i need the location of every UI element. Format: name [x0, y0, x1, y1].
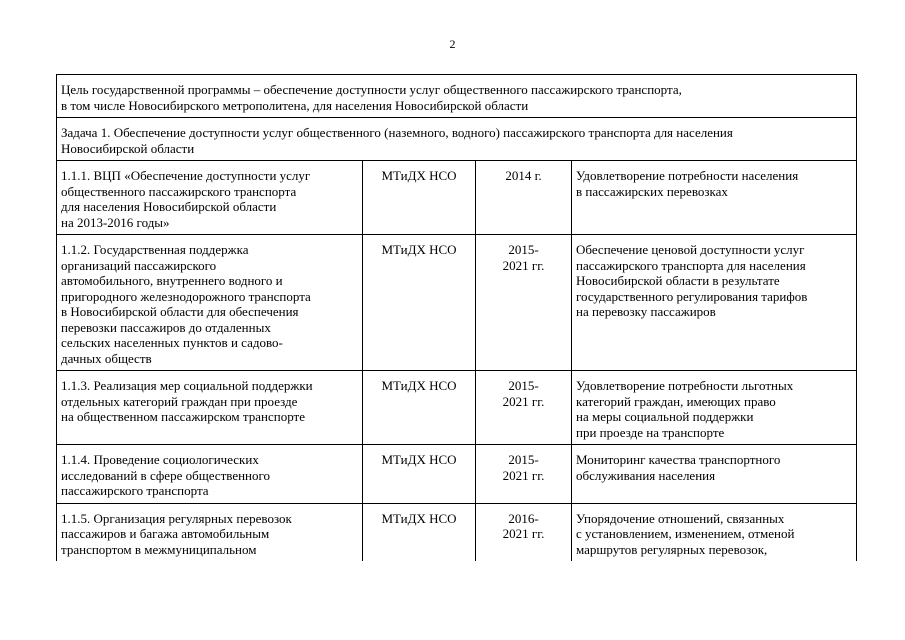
result-cell-line: при проезде на транспорте: [576, 424, 725, 440]
period-cell: [476, 503, 572, 561]
result-cell-line: маршрутов регулярных перевозок,: [576, 541, 768, 557]
task-row: [57, 118, 857, 161]
result-cell-line: государственного регулирования тарифов: [576, 288, 808, 304]
result-cell-line: категорий граждан, имеющих право: [576, 393, 776, 409]
period-cell: [476, 445, 572, 504]
executor-cell: МТиДХ НСО: [363, 445, 476, 504]
program-table-body: [57, 75, 857, 562]
measure-cell-line: на 2013-2016 годы»: [61, 214, 170, 230]
measure-cell: [57, 503, 363, 561]
executor-cell: МТиДХ НСО: [363, 161, 476, 235]
table-row: [57, 371, 857, 445]
measure-cell-line: перевозки пассажиров до отдаленных: [61, 319, 271, 335]
table-row: [57, 445, 857, 504]
period-cell: [476, 161, 572, 235]
task-line: Задача 1. Обеспечение доступности услуг общественного (наземного, водного) пассажирского транспорта для населения: [61, 125, 733, 140]
result-cell-line: на перевозку пассажиров: [576, 304, 716, 319]
result-cell-line: Удовлетворение потребности льготных: [576, 378, 794, 393]
measure-cell-line: 1.1.1. ВЦП «Обеспечение доступности услуг: [61, 168, 311, 183]
result-cell: [572, 371, 857, 445]
result-cell: [572, 503, 857, 561]
measure-cell-line: в Новосибирской области для обеспечения: [61, 304, 299, 319]
table-row: [57, 503, 857, 561]
period-cell-line: 2021 гг.: [502, 393, 545, 409]
measure-cell: [57, 445, 363, 504]
period-cell-line: 2021 гг.: [502, 526, 545, 541]
executor-cell: МТиДХ НСО: [363, 503, 476, 561]
result-cell: [572, 445, 857, 504]
period-cell: [476, 235, 572, 371]
measure-cell-line: пассажирского транспорта: [61, 483, 209, 498]
measure-cell-line: сельских населенных пунктов и садово-: [61, 335, 283, 350]
measure-cell: [57, 161, 363, 235]
result-cell-line: в пассажирских перевозках: [576, 183, 728, 199]
period-cell-line: 2016-: [508, 510, 539, 526]
measure-cell: [57, 235, 363, 371]
result-cell-line: пассажирского транспорта для населения: [576, 257, 806, 273]
period-cell-line: 2015-: [508, 378, 539, 393]
measure-cell-line: на общественном пассажирском транспорте: [61, 409, 305, 424]
result-cell-line: Мониторинг качества транспортного: [576, 452, 781, 467]
measure-cell-line: исследований в сфере общественного: [61, 467, 271, 483]
period-cell-line: 2015-: [508, 242, 539, 257]
measure-cell-line: автомобильного, внутреннего водного и: [61, 273, 283, 288]
measure-cell-line: общественного пассажирского транспорта: [61, 183, 297, 199]
measure-cell: [57, 371, 363, 445]
result-cell: [572, 161, 857, 235]
table-row: [57, 161, 857, 235]
measure-cell-line: для населения Новосибирской области: [61, 199, 277, 214]
executor-cell: МТиДХ НСО: [363, 371, 476, 445]
executor-cell: МТиДХ НСО: [363, 235, 476, 371]
task-cell: [57, 118, 857, 161]
result-cell-line: на меры социальной поддержки: [576, 409, 754, 424]
result-cell-line: Упорядочение отношений, связанных: [576, 510, 785, 526]
period-cell-line: 2015-: [508, 452, 539, 467]
table-row: [57, 235, 857, 371]
result-cell-line: с установлением, изменением, отменой: [576, 526, 795, 541]
goal-cell: [57, 75, 857, 118]
measure-cell-line: пассажиров и багажа автомобильным: [61, 526, 270, 541]
task-line: Новосибирской области: [61, 140, 195, 156]
result-cell-line: Новосибирской области в результате: [576, 273, 780, 288]
result-cell-line: обслуживания населения: [576, 467, 716, 483]
page-number: 2: [449, 37, 456, 51]
result-cell: [572, 235, 857, 371]
measure-cell-line: 1.1.2. Государственная поддержка: [61, 242, 249, 257]
measure-cell-line: пригородного железнодорожного транспорта: [61, 288, 311, 304]
measure-cell-line: организаций пассажирского: [61, 257, 217, 273]
measure-cell-line: 1.1.3. Реализация мер социальной поддержки: [61, 378, 313, 393]
measure-cell-line: транспортом в межмуниципальном: [61, 541, 257, 557]
period-cell-line: 2021 гг.: [502, 257, 545, 273]
measure-cell-line: 1.1.4. Проведение социологических: [61, 452, 259, 467]
measure-cell-line: дачных обществ: [61, 350, 152, 366]
period-cell-line: 2021 гг.: [502, 467, 545, 483]
goal-row: [57, 75, 857, 118]
measure-cell-line: 1.1.5. Организация регулярных перевозок: [61, 510, 292, 526]
measure-cell-line: отдельных категорий граждан при проезде: [61, 393, 298, 409]
goal-line: Цель государственной программы – обеспечение доступности услуг общественного пассажирского транспорта,: [61, 82, 682, 97]
goal-line: в том числе Новосибирского метрополитена, для населения Новосибирской области: [61, 97, 529, 113]
period-cell-line: 2014 г.: [505, 168, 542, 183]
result-cell-line: Обеспечение ценовой доступности услуг: [576, 242, 805, 257]
program-table: [56, 74, 857, 561]
period-cell: [476, 371, 572, 445]
result-cell-line: Удовлетворение потребности населения: [576, 168, 799, 183]
